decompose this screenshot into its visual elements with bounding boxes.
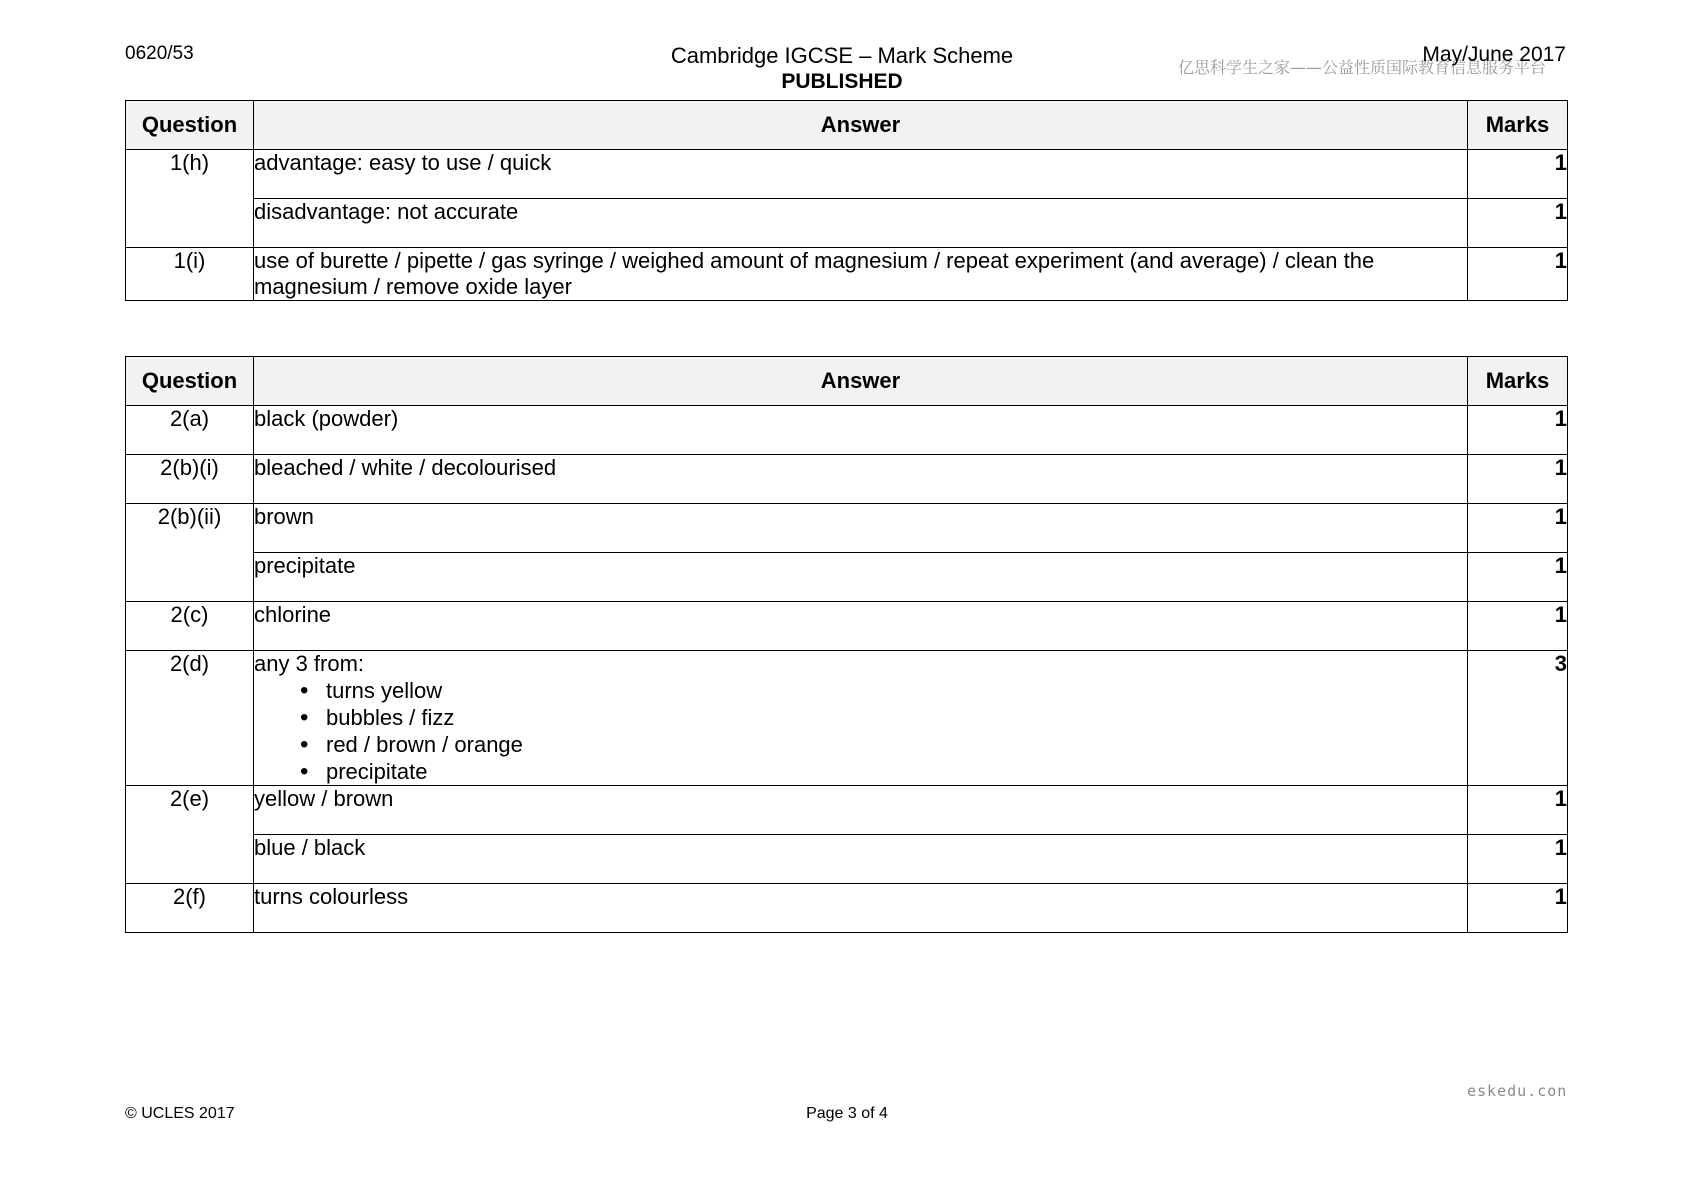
published-label: PUBLISHED xyxy=(781,70,903,93)
table-row xyxy=(126,406,1568,455)
bullet-item: • red / brown / orange xyxy=(302,731,1467,758)
answer-cell: advantage: easy to use / quick xyxy=(254,150,1468,199)
bullet-item: • bubbles / fizz xyxy=(302,704,1467,731)
answer-bullet-list xyxy=(254,677,1467,785)
table-header-row xyxy=(126,101,1568,150)
question-number: 2(f) xyxy=(126,884,254,933)
marks-cell: 1 xyxy=(1468,835,1568,884)
marks-cell: 1 xyxy=(1468,150,1568,199)
marks-cell: 1 xyxy=(1468,199,1568,248)
document-title: Cambridge IGCSE – Mark Scheme xyxy=(670,43,1014,68)
table-row xyxy=(126,150,1568,199)
question-number: 1(h) xyxy=(126,150,254,248)
marks-header: Marks xyxy=(1468,357,1568,406)
answer-header: Answer xyxy=(254,357,1468,406)
table-row xyxy=(126,455,1568,504)
bullet-item: • turns yellow xyxy=(302,677,1467,704)
answer-cell: disadvantage: not accurate xyxy=(254,199,1468,248)
table-header-row xyxy=(126,357,1568,406)
exam-session: May/June 2017 xyxy=(1422,43,1566,66)
table-row xyxy=(126,884,1568,933)
answer-cell: black (powder) xyxy=(254,406,1468,455)
watermark-text: 亿思科学生之家——公益性质国际教育信息服务平台 xyxy=(1178,58,1547,77)
table-row xyxy=(126,504,1568,553)
table-row xyxy=(126,602,1568,651)
table-row xyxy=(126,248,1568,301)
marks-header: Marks xyxy=(1468,101,1568,150)
table-row xyxy=(126,786,1568,835)
marks-cell: 1 xyxy=(1468,884,1568,933)
paper-code: 0620/53 xyxy=(125,43,194,64)
question-number: 2(d) xyxy=(126,651,254,786)
marks-cell: 1 xyxy=(1468,504,1568,553)
answer-header: Answer xyxy=(254,101,1468,150)
page-number: Page 3 of 4 xyxy=(806,1105,888,1122)
answer-cell: bleached / white / decolourised xyxy=(254,455,1468,504)
question-number: 2(a) xyxy=(126,406,254,455)
answer-cell: precipitate xyxy=(254,553,1468,602)
question-header: Question xyxy=(126,101,254,150)
answer-cell xyxy=(254,651,1468,786)
bullet-item: • precipitate xyxy=(302,758,1467,785)
answer-cell: blue / black xyxy=(254,835,1468,884)
marks-cell: 1 xyxy=(1468,553,1568,602)
question-number: 2(c) xyxy=(126,602,254,651)
table-row xyxy=(126,651,1568,786)
marks-cell: 1 xyxy=(1468,602,1568,651)
answer-cell: turns colourless xyxy=(254,884,1468,933)
question-number: 2(e) xyxy=(126,786,254,884)
table-row xyxy=(126,835,1568,884)
watermark-site-text: eskedu.con xyxy=(1467,1082,1568,1100)
answer-intro: any 3 from: xyxy=(254,651,365,676)
answer-cell: chlorine xyxy=(254,602,1468,651)
marks-cell: 1 xyxy=(1468,248,1568,301)
answer-cell: use of burette / pipette / gas syringe / weighed amount of magnesium / repeat experiment (and average) / clean the magnesium / remove oxide layer xyxy=(254,248,1468,301)
question-number: 1(i) xyxy=(126,248,254,301)
table-row xyxy=(126,199,1568,248)
table-row xyxy=(126,553,1568,602)
mark-scheme-table-1 xyxy=(125,100,1568,301)
mark-scheme-table-2 xyxy=(125,356,1568,933)
marks-cell: 1 xyxy=(1468,406,1568,455)
question-number: 2(b)(i) xyxy=(126,455,254,504)
marks-cell: 1 xyxy=(1468,455,1568,504)
question-header: Question xyxy=(126,357,254,406)
marks-cell: 3 xyxy=(1468,651,1568,786)
question-number: 2(b)(ii) xyxy=(126,504,254,602)
answer-cell: yellow / brown xyxy=(254,786,1468,835)
answer-cell: brown xyxy=(254,504,1468,553)
marks-cell: 1 xyxy=(1468,786,1568,835)
copyright: © UCLES 2017 xyxy=(125,1105,235,1122)
